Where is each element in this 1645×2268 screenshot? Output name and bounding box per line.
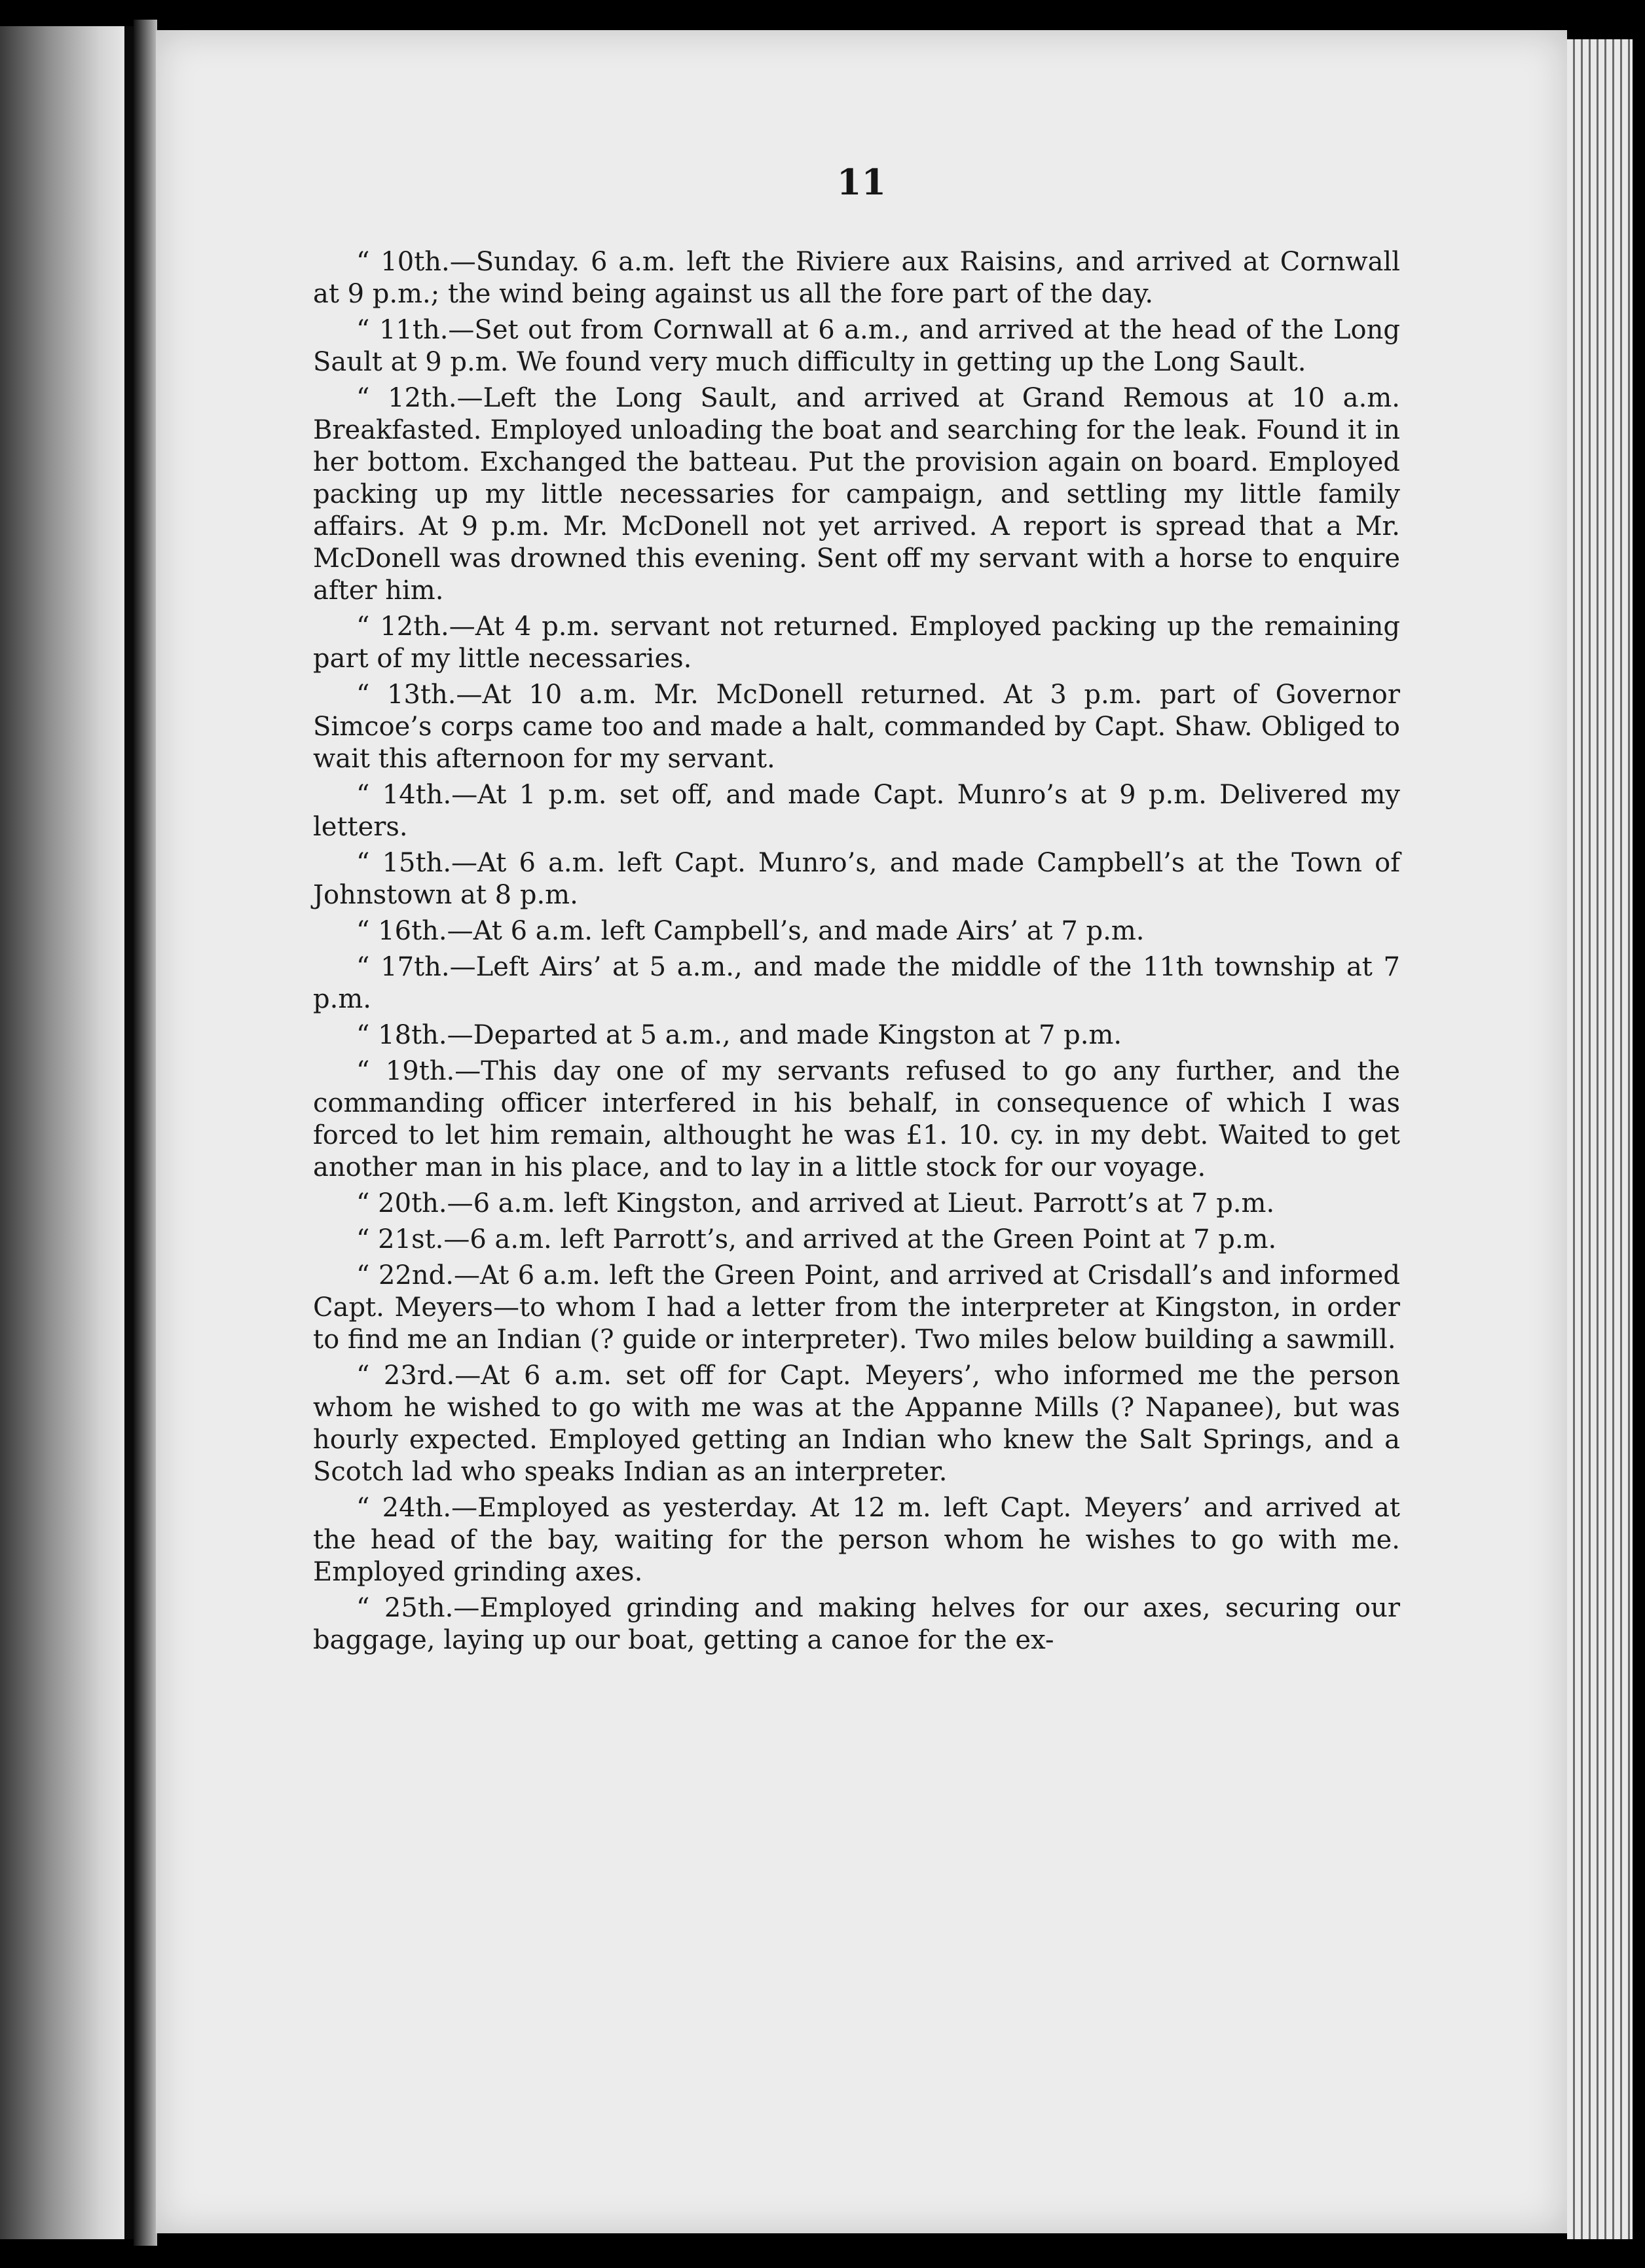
diary-entry: “ 21st.—6 a.m. left Parrott’s, and arrived at the Green Point at 7 p.m.: [356, 1224, 1277, 1254]
diary-entry: “ 23rd.—At 6 a.m. set off for Capt. Meyers’, who informed me the person whom he wished to go with me was at the Appanne Mills (? Napanee), but was hourly expected. Employed getting an Indian who knew the Salt Springs, and a Scotch lad who speaks Indian as an interpreter.: [313, 1361, 1400, 1487]
diary-entry: “ 13th.—At 10 a.m. Mr. McDonell returned. At 3 p.m. part of Governor Simcoe’s corps came too and made a halt, commanded by Capt. Shaw. Obliged to wait this afternoon for my servant.: [313, 680, 1400, 774]
diary-entry: “ 12th.—Left the Long Sault, and arrived at Grand Remous at 10 a.m. Breakfasted. Employed unloading the boat and searching for the leak. Found it in her bottom. Exchanged the batteau. Put the provision again on board. Employed packing up my little necessaries for campaign, and settling my little family affairs. At 9 p.m. Mr. McDonell not yet arrived. A report is spread that a Mr. McDonell was drowned this evening. Sent off my servant with a horse to enquire after him.: [313, 383, 1400, 606]
diary-entry: “ 22nd.—At 6 a.m. left the Green Point, and arrived at Crisdall’s and informed Capt. Meyers—to whom I had a letter from the interpreter at Kingston, in order to find me an Indian (? guide or interpreter). Two miles below building a sawmill.: [313, 1260, 1400, 1355]
diary-entry: “ 15th.—At 6 a.m. left Capt. Munro’s, and made Campbell’s at the Town of Johnstown at 8 p.m.: [313, 848, 1400, 910]
diary-entry: “ 20th.—6 a.m. left Kingston, and arrived at Lieut. Parrott’s at 7 p.m.: [356, 1188, 1275, 1218]
diary-entry: “ 25th.—Employed grinding and making helves for our axes, securing our baggage, laying up our boat, getting a canoe for the ex-: [313, 1593, 1400, 1655]
page-number: 11: [836, 161, 887, 203]
diary-entry: “ 12th.—At 4 p.m. servant not returned. Employed packing up the remaining part of my little necessaries.: [313, 612, 1400, 674]
diary-entry: “ 19th.—This day one of my servants refused to go any further, and the commanding officer interfered in his behalf, in consequence of which I was forced to let him remain, althought he was £1. 10. cy. in my debt. Waited to get another man in his place, and to lay in a little stock for our voyage.: [313, 1056, 1400, 1182]
left-page-edge: [0, 26, 134, 2239]
diary-entry: “ 10th.—Sunday. 6 a.m. left the Riviere aux Raisins, and arrived at Cornwall at 9 p.m.; the wind being against us all the fore part of the day.: [313, 247, 1400, 309]
page-stack-edges: [1567, 39, 1633, 2239]
diary-entry: “ 18th.—Departed at 5 a.m., and made Kingston at 7 p.m.: [356, 1020, 1122, 1050]
book-page: [156, 30, 1567, 2233]
diary-entry: “ 16th.—At 6 a.m. left Campbell’s, and made Airs’ at 7 p.m.: [356, 916, 1145, 946]
book-gutter: [134, 20, 157, 2246]
diary-entry: “ 14th.—At 1 p.m. set off, and made Capt. Munro’s at 9 p.m. Delivered my letters.: [313, 780, 1400, 842]
journal-text: [313, 246, 1400, 1660]
diary-entry: “ 17th.—Left Airs’ at 5 a.m., and made the middle of the 11th township at 7 p.m.: [313, 952, 1400, 1014]
diary-entry: “ 24th.—Employed as yesterday. At 12 m. left Capt. Meyers’ and arrived at the head of the bay, waiting for the person whom he wishes to go with me. Employed grinding axes.: [313, 1493, 1400, 1587]
diary-entry: “ 11th.—Set out from Cornwall at 6 a.m., and arrived at the head of the Long Sault at 9 p.m. We found very much difficulty in getting up the Long Sault.: [313, 315, 1400, 377]
